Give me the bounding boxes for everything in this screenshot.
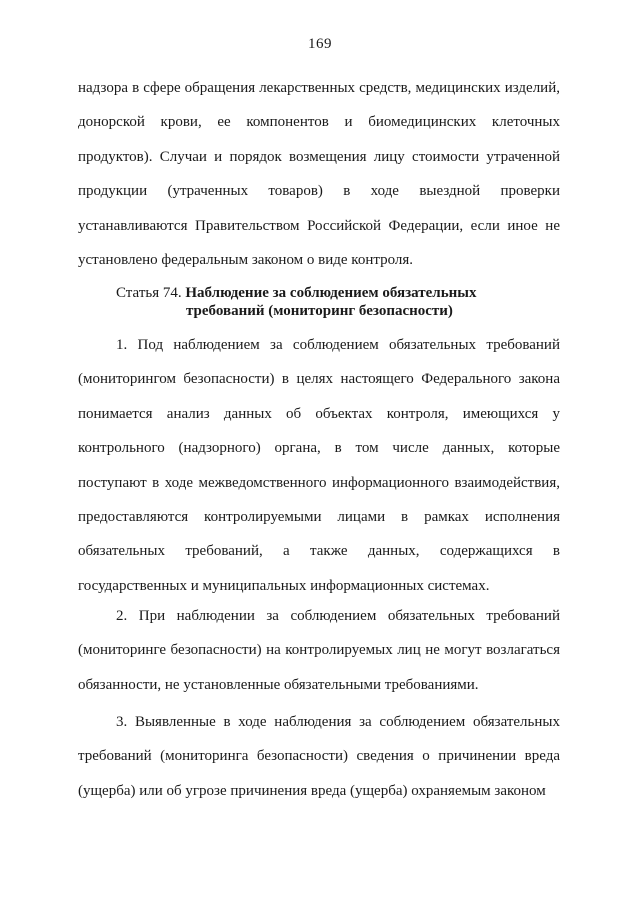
paragraph-1: 1. Под наблюдением за соблюдением обязательных требований (мониторингом безопасности) в целях настоящего Федерального закона понимается анализ данных об объектах контроля, имеющихся у контрольного (надзорного) органа, в том числе данных, которые поступают в ходе межведомственного информационного взаимодействия, предоставляются контролируемыми лицами в рамках исполнения обязательных требований, а также данных, содержащихся в государственных и муниципальных информационных системах. <box>78 337 560 594</box>
article-label: Статья 74. <box>116 285 182 301</box>
article-title-line1: Наблюдение за соблюдением обязательных <box>185 285 477 301</box>
continuation-paragraph: надзора в сфере обращения лекарственных средств, медицинских изделий, донорской крови, ее компонентов и биомедицинских клеточных продуктов). Случаи и порядок возмещения лицу стоимости утраченной продукции (утраченных товаров) в ходе выездной проверки устанавливаются Правительством Российской Федерации, если иное не установлено федеральным законом о виде контроля. <box>78 80 560 269</box>
paragraph-3: 3. Выявленные в ходе наблюдения за соблюдением обязательных требований (мониторинга безопасности) сведения о причинении вреда (ущерба) или об угрозе причинения вреда (ущерба) охраняемым законом <box>78 714 560 799</box>
article-title-line2: требований (мониторинг безопасности) <box>186 303 453 319</box>
page-number: 169 <box>308 36 332 52</box>
paragraph-2: 2. При наблюдении за соблюдением обязательных требований (мониторинге безопасности) на контролируемых лиц не могут возлагаться обязанности, не установленные обязательными требованиями. <box>78 608 560 693</box>
article-heading <box>116 284 576 320</box>
